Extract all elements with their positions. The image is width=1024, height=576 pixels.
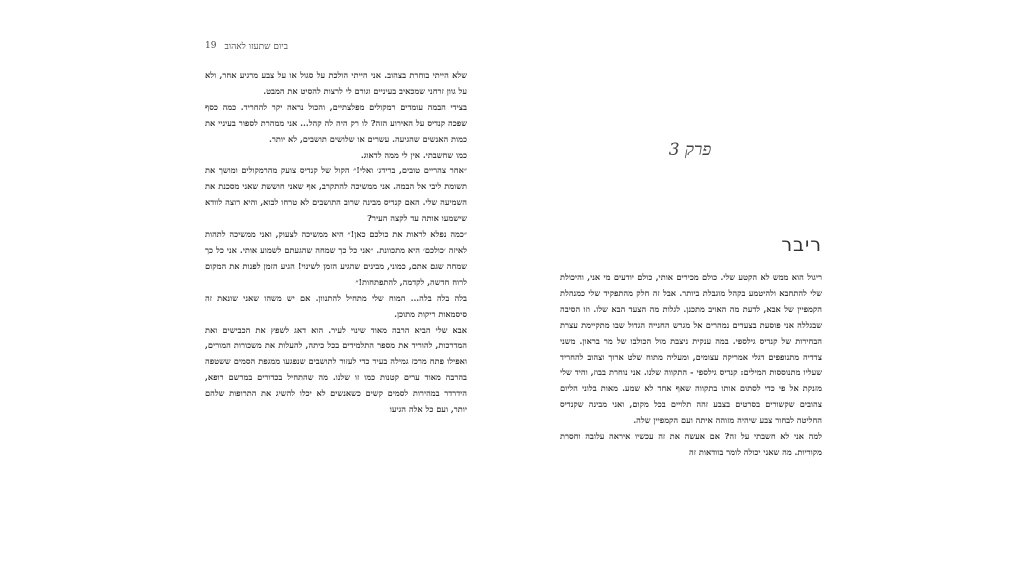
chapter-title: ריבר [781,234,822,256]
page-number: 19 [205,41,217,51]
paragraph: ״כמה נפלא לראות את כולכם כאן!״ היא ממשיכה לצעוק, ואני ממשיכה לתהות לאיזה ׳כולכם׳ היא מתכוונת. ״אני כל כך שמחה שהגעתם לשמוע אותי. אני כל כך שמחה שגם אתם, כמוני, מבינים שהגיע הזמן לשינוי! הגיע הזמן לפנות את המקום לרוח חדשה, לקדמה, להתפתחות!״ [205,229,467,287]
paragraph: אבא שלי הביא הרבה מאוד שינוי לעיר. הוא דאג לשפץ את הכבישים ואת המדרכות, להוריד את מספר התלמידים בכל כיתה, להעלות את משכורות המורים, ואפילו פתח מרכז גמילה בעיר כדי לעזור לתושבים שנפגעו ממגפת הסמים ששטפה בהרבה מאוד ערים קטנות כמו זו שלנו. מה שהתחיל בכדורים במרשם רופא, הידרדר במהירות לסמים קשים כשאנשים לא יכלו להשיג את התרופות שלהם יותר, ועם כל אלה הגיעו [205,324,467,415]
paragraph: ריגול הוא ממש לא הקטע שלי. כולם מכירים אותי, כולם יודעים מי אני, והיכולת שלי להתחבא ולהיטמע בקהל מוגבלת ביותר. אבל זה חלק מהתפקיד שלי כמנהלת הקמפיין של אבא, לדעת מה האויב מתכנן. לגלות מה הצעד הבא שלו. וזו הסיבה שבגללה אני פוסעת בצעדים נמהרים אל מגרש החנייה הגדול שבו מתקיימת עצרת הבחירות של קנדיס גילספי. במה ענקית ניצבת מול הכולבו של מר בראון. משני צדדיה מתנופפים דגלי אמריקה עצומים, ומעליה מתוח שלט ארוך וצהוב להחריד שעליו מתנוססות המילים: קנדיס גילספי - התקווה שלנו. אני נוחרת בבוז, והיד שלי מזנקת אל פי כדי לסתום אותו בתקווה שאף אחד לא שמע. מאות בלוני הליום צהובים שקשורים בסרטים בצבע זהה תלויים בכל מקום, ואני מבינה שקנדיס החליטה לבחור צבע שיהיה מזוהה איתה ועם הקמפיין שלה. [560,272,822,426]
paragraph: בלה בלה בלה... המוח שלי מתחיל להתנוון. אם יש משהו שאני שונאת זה סיסמאות ריקות מתוכן. [205,292,467,319]
paragraph: למה אני לא חשבתי על זה? אם אעשה את זה עכשיו איראה עלובה וחסרת מקוריות. מה שאני יכולה לומר בוודאות זה [560,431,822,457]
paragraph: שלא הייתי בוחרת בצהוב. אני הייתי הולכת על סגול או על צבע מרגיע אחר, ולא על גוון זרחני שמכאיב בעיניים וגורם לי לרצות להסיט את המבט. [205,70,467,96]
right-page [560,0,822,576]
running-header [205,41,467,52]
paragraph: ״אחר צהריים טובים, ברידג׳ ואלי!״ הקול של קנדיס צועק מהרמקולים ומושך את תשומת ליבי אל הבמה. אני ממשיכה להתקרב, אף שאני חוששת שאני מסכנת את השמיעה שלי. האם קנדיס מבינה שרוב התושבים לא טרחו לבוא, והיא רוצה לוודא שישמעו אותה עד לקצה העיר? [205,165,467,224]
left-page-body [205,68,467,508]
left-page [205,0,467,576]
running-title: ביום שתעזו לאהוב [224,42,288,52]
right-page-body [560,270,822,505]
paragraph: כמו שחשבתי. אין לי ממה לדאוג. [360,149,467,160]
chapter-label: פרק 3 [668,140,712,160]
paragraph: בצידי הבמה עומדים רמקולים מפלצתיים, והכול נראה יקר להחריד. כמה כסף שפכה קנדיס על האירוע הזה? לו רק היה לה קהל... אני ממהרת לספור בעיניי את כמות האנשים שהגיעה. עשרים או שלושים תושבים, לא יותר. [205,101,467,144]
